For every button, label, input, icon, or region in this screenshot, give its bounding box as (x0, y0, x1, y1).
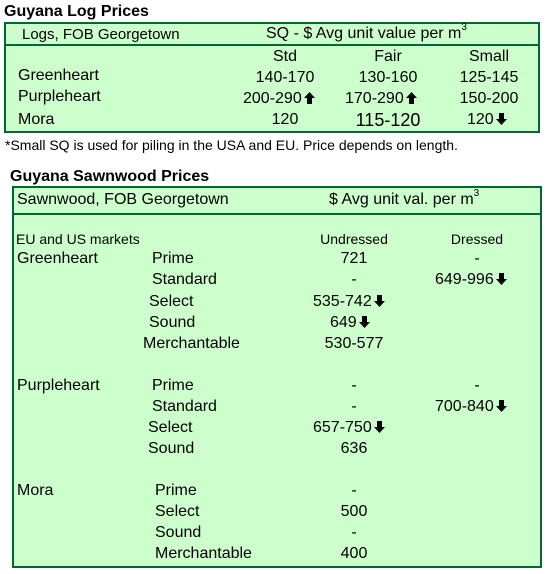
arrow-up-icon (406, 92, 417, 104)
undressed-cell: - (351, 271, 357, 288)
grade-label: Select (148, 419, 193, 436)
grade-label: Select (155, 503, 200, 520)
log-cell: 140-170 (255, 69, 315, 86)
species-greenheart: Greenheart (17, 250, 98, 267)
log-footnote: *Small SQ is used for piling in the USA and EU. Price depends on length. (5, 137, 458, 153)
undressed-cell: 636 (340, 440, 368, 457)
log-col-small: Small (468, 48, 510, 65)
log-cell: 170-290 (345, 91, 417, 107)
grade-label: Prime (155, 482, 197, 499)
undressed-cell: - (351, 377, 357, 394)
log-prices-title: Guyana Log Prices (4, 3, 149, 20)
undressed-cell: 657-750 (313, 420, 385, 436)
log-cell: 125-145 (459, 69, 519, 86)
undressed-cell: - (351, 524, 357, 541)
grade-label: Standard (152, 398, 217, 415)
sawn-header-right: $ Avg unit val. per $m^3$ (329, 188, 480, 208)
undressed-cell: 535-742 (313, 294, 385, 310)
log-row-name: Purpleheart (18, 88, 101, 105)
species-mora: Mora (17, 482, 54, 499)
arrow-down-icon (374, 421, 385, 433)
col-dressed: Dressed (450, 231, 504, 247)
log-cell: 130-160 (358, 69, 418, 86)
markets-label: EU and US markets (16, 231, 140, 247)
arrow-down-icon (359, 316, 370, 328)
log-header-right: SQ - $ Avg unit value per $m^3$ (266, 22, 467, 42)
log-cell: 200-290 (243, 91, 315, 107)
log-row-name: Mora (18, 111, 55, 128)
sawnwood-header-divider (12, 213, 542, 215)
log-cell: 120 (271, 111, 299, 128)
sawnwood-prices-title: Guyana Sawnwood Prices (10, 168, 210, 185)
dressed-cell: 649-996 (435, 272, 507, 288)
grade-label: Standard (152, 271, 217, 288)
grade-label: Prime (152, 250, 194, 267)
log-col-std: Std (272, 48, 298, 65)
log-cell: 150-200 (459, 90, 519, 107)
undressed-cell: 400 (340, 545, 368, 562)
undressed-cell: 721 (340, 250, 368, 267)
dressed-cell: 700-840 (435, 399, 507, 415)
undressed-cell: - (351, 482, 357, 499)
grade-label: Merchantable (143, 335, 240, 352)
dressed-cell: - (474, 250, 480, 267)
grade-label: Merchantable (155, 545, 252, 562)
grade-label: Prime (152, 377, 194, 394)
undressed-cell: 530-577 (324, 335, 384, 352)
log-row-name: Greenheart (18, 67, 99, 84)
col-undressed: Undressed (320, 231, 388, 247)
log-col-fair: Fair (374, 48, 402, 65)
arrow-down-icon (496, 400, 507, 412)
arrow-down-icon (496, 273, 507, 285)
arrow-down-icon (496, 113, 507, 125)
grade-label: Select (149, 293, 194, 310)
grade-label: Sound (155, 524, 202, 541)
undressed-cell: - (351, 398, 357, 415)
arrow-down-icon (374, 295, 385, 307)
log-cell: 115-120 (355, 110, 421, 130)
dressed-cell: - (474, 377, 480, 394)
log-header-left: Logs, FOB Georgetown (22, 26, 180, 43)
log-prices-header-divider (4, 44, 540, 46)
sawn-header-left: Sawnwood, FOB Georgetown (17, 191, 229, 208)
undressed-cell: 649 (330, 315, 370, 331)
undressed-cell: 500 (340, 503, 368, 520)
log-cell: 120 (467, 112, 507, 128)
arrow-up-icon (304, 92, 315, 104)
grade-label: Sound (149, 314, 196, 331)
grade-label: Sound (148, 440, 195, 457)
species-purpleheart: Purpleheart (17, 377, 100, 394)
